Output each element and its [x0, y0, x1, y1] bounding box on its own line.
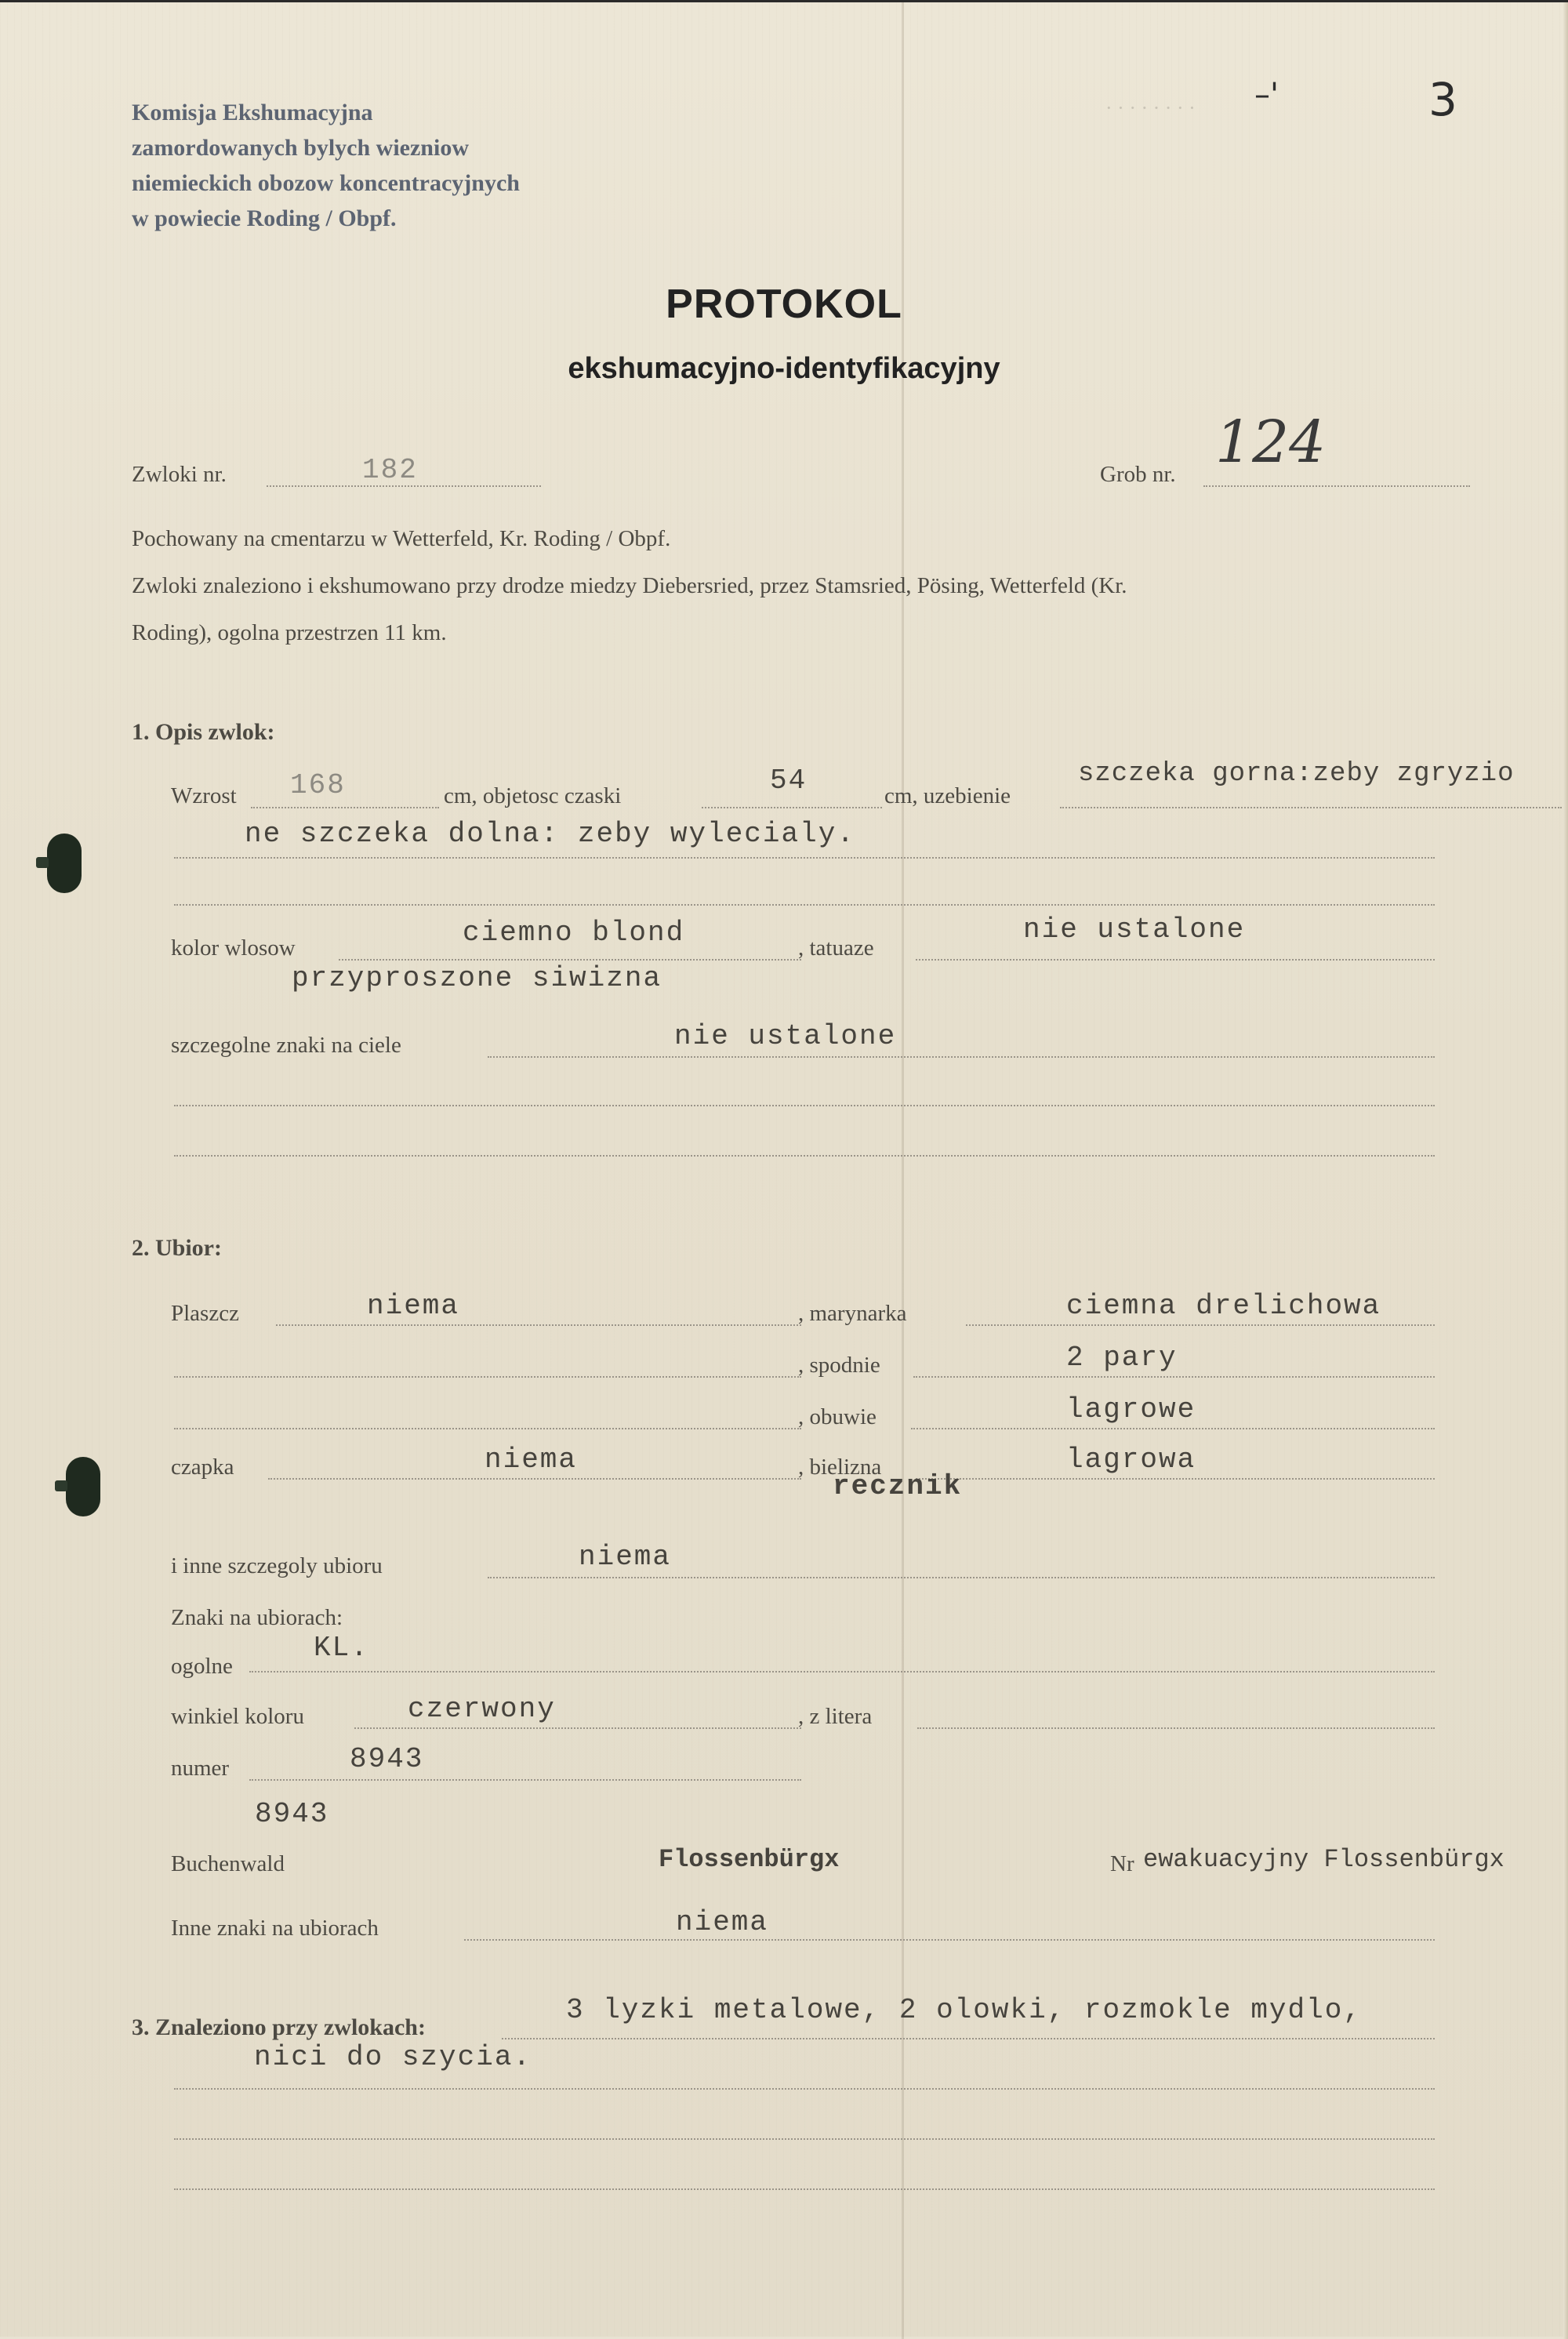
skull-value: 54: [770, 765, 808, 797]
dotted-line: [354, 1727, 801, 1729]
dotted-line: [911, 1428, 1435, 1429]
dotted-line: [174, 1105, 1435, 1106]
buchenwald-label: Buchenwald: [171, 1851, 285, 1876]
general-signs-value: KL.: [314, 1632, 369, 1664]
number-label: numer: [171, 1756, 230, 1781]
commission-header-line1: Komisja Ekshumacyjna: [132, 100, 373, 125]
dotted-line: [249, 1671, 1435, 1673]
dotted-line: [917, 1727, 1435, 1729]
hair-color-value: ciemno blond: [463, 917, 685, 949]
dotted-line: [488, 1577, 1435, 1578]
dotted-line: [268, 1478, 801, 1480]
dotted-line: [1060, 807, 1562, 808]
jacket-value: ciemna drelichowa: [1066, 1290, 1381, 1322]
dotted-line: [174, 2138, 1435, 2140]
other-signs-value: niema: [676, 1906, 769, 1938]
evacuation-number-value: ewakuacyjny Flossenbürgx: [1143, 1845, 1504, 1874]
hair-color-value-line2: przyproszone siwizna: [292, 962, 662, 994]
dotted-line: [913, 1376, 1435, 1378]
shoes-value: lagrowe: [1066, 1393, 1196, 1426]
height-value: 168: [290, 769, 346, 801]
section3-heading: 3. Znaleziono przy zwlokach:: [132, 2014, 426, 2040]
number-value-line2: 8943: [255, 1798, 329, 1830]
page-subtitle: ekshumacyjno-identyfikacyjny: [568, 352, 1000, 385]
trousers-value: 2 pary: [1066, 1342, 1178, 1374]
section2-heading: 2. Ubior:: [132, 1235, 222, 1261]
dotted-line: [174, 857, 1435, 859]
commission-header-line2: zamordowanych bylych wiezniow: [132, 135, 469, 161]
shoes-label: , obuwie: [798, 1404, 877, 1429]
other-signs-label: Inne znaki na ubiorach: [171, 1916, 379, 1941]
commission-header-line4: w powiecie Roding / Obpf.: [132, 205, 397, 231]
dotted-line: [966, 1324, 1435, 1326]
grave-number-label: Grob nr.: [1100, 462, 1176, 487]
grave-number-value: 124: [1215, 409, 1327, 476]
found-location-line2: Roding), ogolna przestrzen 11 km.: [132, 620, 447, 645]
corpse-number-label: Zwloki nr.: [132, 462, 227, 487]
evacuation-number-label: Nr: [1110, 1851, 1134, 1876]
dotted-line: [174, 2088, 1435, 2090]
teeth-value-line2: ne szczeka dolna: zeby wylecialy.: [245, 818, 855, 850]
dotted-line: [174, 2188, 1435, 2190]
dotted-line: [251, 807, 439, 808]
other-details-label: i inne szczegoly ubioru: [171, 1553, 383, 1578]
general-signs-label: ogolne: [171, 1654, 233, 1679]
burial-location: Pochowany na cmentarzu w Wetterfeld, Kr. Roding / Obpf.: [132, 526, 671, 551]
dotted-line: [702, 807, 882, 808]
buchenwald-value: Flossenbürgx: [659, 1845, 840, 1874]
page-title: PROTOKOL: [666, 281, 902, 327]
dotted-line: [464, 1939, 1435, 1941]
cap-label: czapka: [171, 1455, 234, 1480]
letter-label: , z litera: [798, 1704, 873, 1729]
dotted-line: [488, 1056, 1435, 1058]
triangle-color-label: winkiel koloru: [171, 1704, 304, 1729]
section1-heading: 1. Opis zwlok:: [132, 719, 275, 745]
skull-unit-label: cm, uzebienie: [884, 783, 1011, 808]
dotted-line: [276, 1324, 801, 1326]
dotted-line: [174, 1155, 1435, 1157]
other-details-value: niema: [579, 1541, 672, 1573]
dotted-line: [174, 1376, 801, 1378]
height-label: Wzrost: [171, 783, 237, 808]
dotted-line: [1203, 485, 1470, 487]
triangle-color-value: czerwony: [408, 1693, 556, 1725]
commission-header-line3: niemieckich obozow koncentracyjnych: [132, 170, 520, 196]
punch-hole-bottom: [66, 1457, 100, 1516]
found-items-line2: nici do szycia.: [254, 2041, 532, 2073]
tattoo-label: , tatuaze: [798, 935, 874, 961]
underwear-label: , bielizna: [798, 1455, 882, 1480]
dotted-line: [174, 1428, 801, 1429]
page-dash-mark: –': [1254, 77, 1279, 113]
found-items-line1: 3 lyzki metalowe, 2 olowki, rozmokle mydlo,: [566, 1994, 1362, 2026]
underwear-extra-value: recznik: [833, 1470, 963, 1502]
page-number: 3: [1428, 73, 1457, 126]
punch-hole-top: [47, 834, 82, 893]
corpse-number-value: 182: [362, 454, 418, 486]
dotted-line: [174, 904, 1435, 906]
dotted-line: [916, 1478, 1435, 1480]
cap-value: niema: [485, 1444, 578, 1476]
trousers-label: , spodnie: [798, 1353, 880, 1378]
number-value: 8943: [350, 1743, 424, 1775]
underwear-value: lagrowa: [1066, 1444, 1196, 1476]
dotted-line: [339, 959, 801, 961]
found-location-line1: Zwloki znaleziono i ekshumowano przy drodze miedzy Diebersried, przez Stamsried, Pösing, Wetterfeld (Kr.: [132, 573, 1127, 598]
dotted-line: [916, 959, 1435, 961]
teeth-value-line1: szczeka gorna:zeby zgryzio: [1078, 759, 1515, 789]
coat-label: Plaszcz: [171, 1301, 239, 1326]
height-unit-label: cm, objetosc czaski: [444, 783, 622, 808]
dotted-line: [249, 1779, 801, 1781]
body-marks-label: szczegolne znaki na ciele: [171, 1033, 401, 1058]
clothing-signs-label: Znaki na ubiorach:: [171, 1605, 343, 1630]
jacket-label: , marynarka: [798, 1301, 907, 1326]
hair-color-label: kolor wlosow: [171, 935, 296, 961]
body-marks-value: nie ustalone: [674, 1020, 897, 1052]
tattoo-value: nie ustalone: [1023, 913, 1246, 946]
coat-value: niema: [367, 1290, 460, 1322]
dotted-line: [502, 2038, 1435, 2039]
bleed-through: · · · · · · · ·: [1105, 96, 1196, 119]
